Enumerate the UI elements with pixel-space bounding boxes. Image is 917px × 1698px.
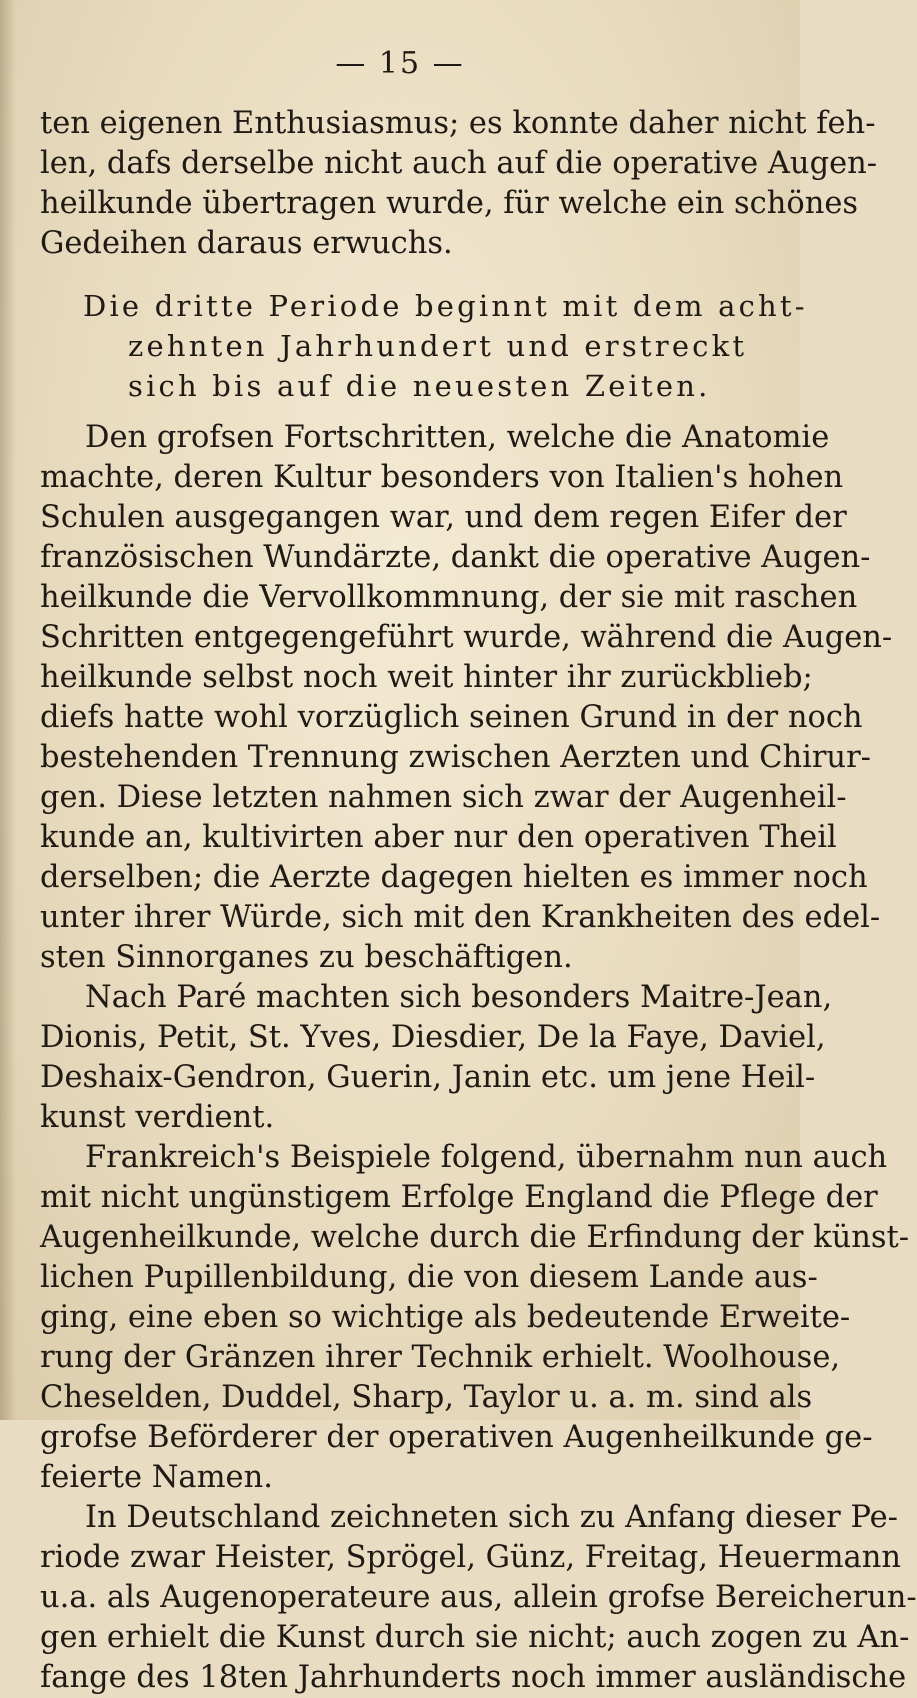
text-line: gen erhielt die Kunst durch sie nicht; auch zogen zu An- — [40, 1620, 910, 1655]
text-line: gen. Diese letzten nahmen sich zwar der Augenheil- — [40, 780, 847, 815]
text-line: bestehenden Trennung zwischen Aerzten und Chirur- — [40, 740, 871, 775]
text-line: heilkunde selbst noch weit hinter ihr zurückblieb; — [40, 660, 813, 695]
text-line: lichen Pupillenbildung, die von diesem Lande aus- — [40, 1260, 818, 1295]
text-line: grofse Beförderer der operativen Augenheilkunde ge- — [40, 1420, 873, 1455]
text-line: machte, deren Kultur besonders von Italien's hohen — [40, 460, 844, 495]
text-line: Dionis, Petit, St. Yves, Diesdier, De la Faye, Daviel, — [40, 1020, 826, 1055]
period-heading-line: sich bis auf die neuesten Zeiten. — [128, 369, 711, 403]
text-line: In Deutschland zeichneten sich zu Anfang dieser Pe- — [85, 1500, 898, 1535]
text-line: riode zwar Heister, Sprögel, Günz, Freitag, Heuermann — [40, 1540, 901, 1575]
text-line: sten Sinnorganes zu beschäftigen. — [40, 940, 573, 975]
text-line: mit nicht ungünstigem Erfolge England die Pflege der — [40, 1180, 878, 1215]
page-shadow-edge — [0, 0, 16, 1420]
text-line: Deshaix-Gendron, Guerin, Janin etc. um jene Heil- — [40, 1060, 816, 1095]
text-line: feierte Namen. — [40, 1460, 273, 1495]
text-line: Nach Paré machten sich besonders Maitre-Jean, — [85, 980, 833, 1015]
text-line: len, dafs derselbe nicht auch auf die operative Augen- — [40, 146, 878, 181]
text-line: diefs hatte wohl vorzüglich seinen Grund in der noch — [40, 700, 863, 735]
text-line: unter ihrer Würde, sich mit den Krankheiten des edel- — [40, 900, 881, 935]
period-heading-line: Die dritte Periode beginnt mit dem acht- — [83, 289, 808, 323]
text-line: kunde an, kultivirten aber nur den operativen Theil — [40, 820, 837, 855]
period-heading-line: zehnten Jahrhundert und erstreckt — [128, 329, 748, 363]
page-number: — 15 — — [335, 46, 465, 81]
text-line: Cheselden, Duddel, Sharp, Taylor u. a. m. sind als — [40, 1380, 813, 1415]
text-line: fange des 18ten Jahrhunderts noch immer ausländische — [40, 1660, 907, 1695]
text-line: Schritten entgegengeführt wurde, während die Augen- — [40, 620, 893, 655]
text-line: heilkunde die Vervollkommnung, der sie mit raschen — [40, 580, 858, 615]
text-line: Augenheilkunde, welche durch die Erfindung der künst- — [40, 1220, 910, 1255]
text-line: französischen Wundärzte, dankt die operative Augen- — [40, 540, 871, 575]
page-text — [40, 104, 917, 1698]
text-line: Schulen ausgegangen war, und dem regen Eifer der — [40, 500, 847, 535]
text-line: u.a. als Augenoperateure aus, allein grofse Bereicherun- — [40, 1580, 917, 1615]
text-line: rung der Gränzen ihrer Technik erhielt. Woolhouse, — [40, 1340, 841, 1375]
text-line: Den grofsen Fortschritten, welche die Anatomie — [85, 420, 830, 455]
text-line: heilkunde übertragen wurde, für welche ein schönes — [40, 186, 859, 221]
text-line: kunst verdient. — [40, 1100, 275, 1135]
text-line: Frankreich's Beispiele folgend, übernahm nun auch — [85, 1140, 888, 1175]
text-line: ten eigenen Enthusiasmus; es konnte daher nicht feh- — [40, 106, 876, 141]
text-line: derselben; die Aerzte dagegen hielten es immer noch — [40, 860, 868, 895]
text-line: Gedeihen daraus erwuchs. — [40, 226, 453, 261]
text-line: ging, eine eben so wichtige als bedeutende Erweite- — [40, 1300, 851, 1335]
